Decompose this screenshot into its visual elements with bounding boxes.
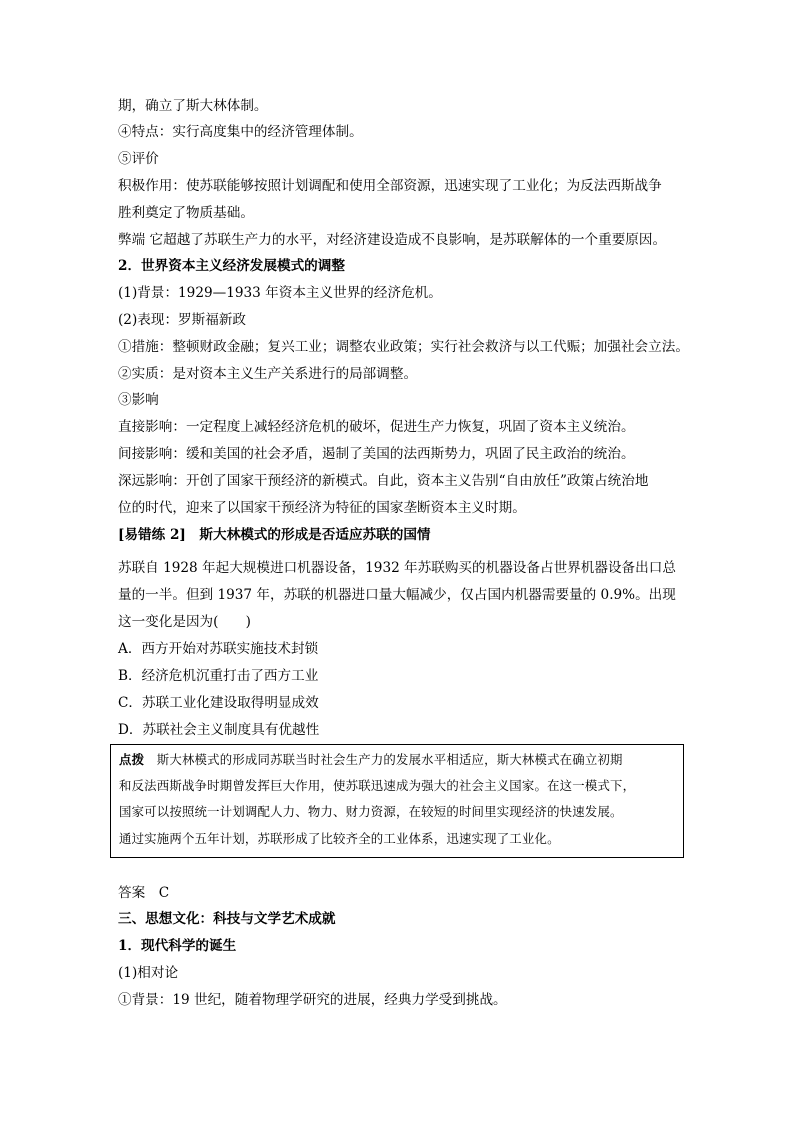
text-line: ④特点：实行高度集中的经济管理体制。: [118, 124, 363, 140]
hint-label: 点拨: [119, 752, 145, 767]
text-line: 期，确立了斯大林体制。: [118, 98, 268, 114]
text-line: 弊端 它超越了苏联生产力的水平，对经济建设造成不良影响，是苏联解体的一个重要原因。: [118, 232, 667, 248]
text-line: 直接影响：一定程度上减轻经济危机的破坏，促进生产力恢复，巩固了资本主义统治。: [118, 419, 635, 435]
text-line: (2)表现：罗斯福新政: [118, 312, 247, 328]
hint-line-1: 点拨 斯大林模式的形成同苏联当时社会生产力的发展水平相适应，斯大林模式在确立初期: [119, 752, 623, 767]
text-line: 间接影响：缓和美国的社会矛盾，遏制了美国的法西斯势力，巩固了民主政治的统治。: [118, 446, 635, 462]
subsection-heading: 1．现代科学的诞生: [118, 938, 237, 954]
text-line: (1)背景：1929—1933 年资本主义世界的经济危机。: [118, 285, 442, 301]
exercise-heading: [易错练 2] 斯大林模式的形成是否适应苏联的国情: [118, 527, 431, 543]
option-c: C．苏联工业化建设取得明显成效: [118, 695, 319, 711]
section-heading: 三、思想文化：科技与文学艺术成就: [118, 911, 336, 927]
text-line: ①背景：19 世纪，随着物理学研究的进展，经典力学受到挑战。: [118, 992, 507, 1008]
text-line: ⑤评价: [118, 151, 159, 167]
text-line: ②实质：是对资本主义生产关系进行的局部调整。: [118, 366, 418, 382]
hint-line-4: 通过实施两个五年计划，苏联形成了比较齐全的工业体系，迅速实现了工业化。: [119, 831, 560, 846]
hint-line-3: 国家可以按照统一计划调配人力、物力、财力资源，在较短的时间里实现经济的快速发展。: [119, 804, 623, 819]
text-line: (1)相对论: [118, 965, 179, 981]
hint-box: [110, 744, 684, 858]
option-a: A．西方开始对苏联实施技术封锁: [118, 641, 319, 657]
question-text: 苏联自 1928 年起大规模进口机器设备，1932 年苏联购买的机器设备占世界机器设备出口总: [118, 560, 676, 576]
option-b: B．经济危机沉重打击了西方工业: [118, 668, 319, 684]
text-line: 位的时代，迎来了以国家干预经济为特征的国家垄断资本主义时期。: [118, 500, 526, 516]
text-line: 深远影响：开创了国家干预经济的新模式。自此，资本主义告别“自由放任”政策占统治地: [118, 473, 649, 489]
text-line: 积极作用：使苏联能够按照计划调配和使用全部资源，迅速实现了工业化；为反法西斯战争: [118, 178, 662, 194]
question-text: 量的一半。但到 1937 年，苏联的机器进口量大幅减少，仅占国内机器需要量的 0.9%。出现: [118, 587, 676, 603]
answer-line: 答案 C: [118, 885, 170, 901]
text-line: 胜利奠定了物质基础。: [118, 205, 254, 221]
question-text: 这一变化是因为( ): [118, 614, 251, 630]
section-heading: 2．世界资本主义经济发展模式的调整: [118, 258, 345, 274]
text-line: ③影响: [118, 392, 159, 408]
hint-line-2: 和反法西斯战争时期曾发挥巨大作用，使苏联迅速成为强大的社会主义国家。在这一模式下，: [119, 778, 636, 793]
option-d: D．苏联社会主义制度具有优越性: [118, 722, 320, 738]
text-line: ①措施：整顿财政金融；复兴工业；调整农业政策；实行社会救济与以工代赈；加强社会立法。: [118, 339, 689, 355]
